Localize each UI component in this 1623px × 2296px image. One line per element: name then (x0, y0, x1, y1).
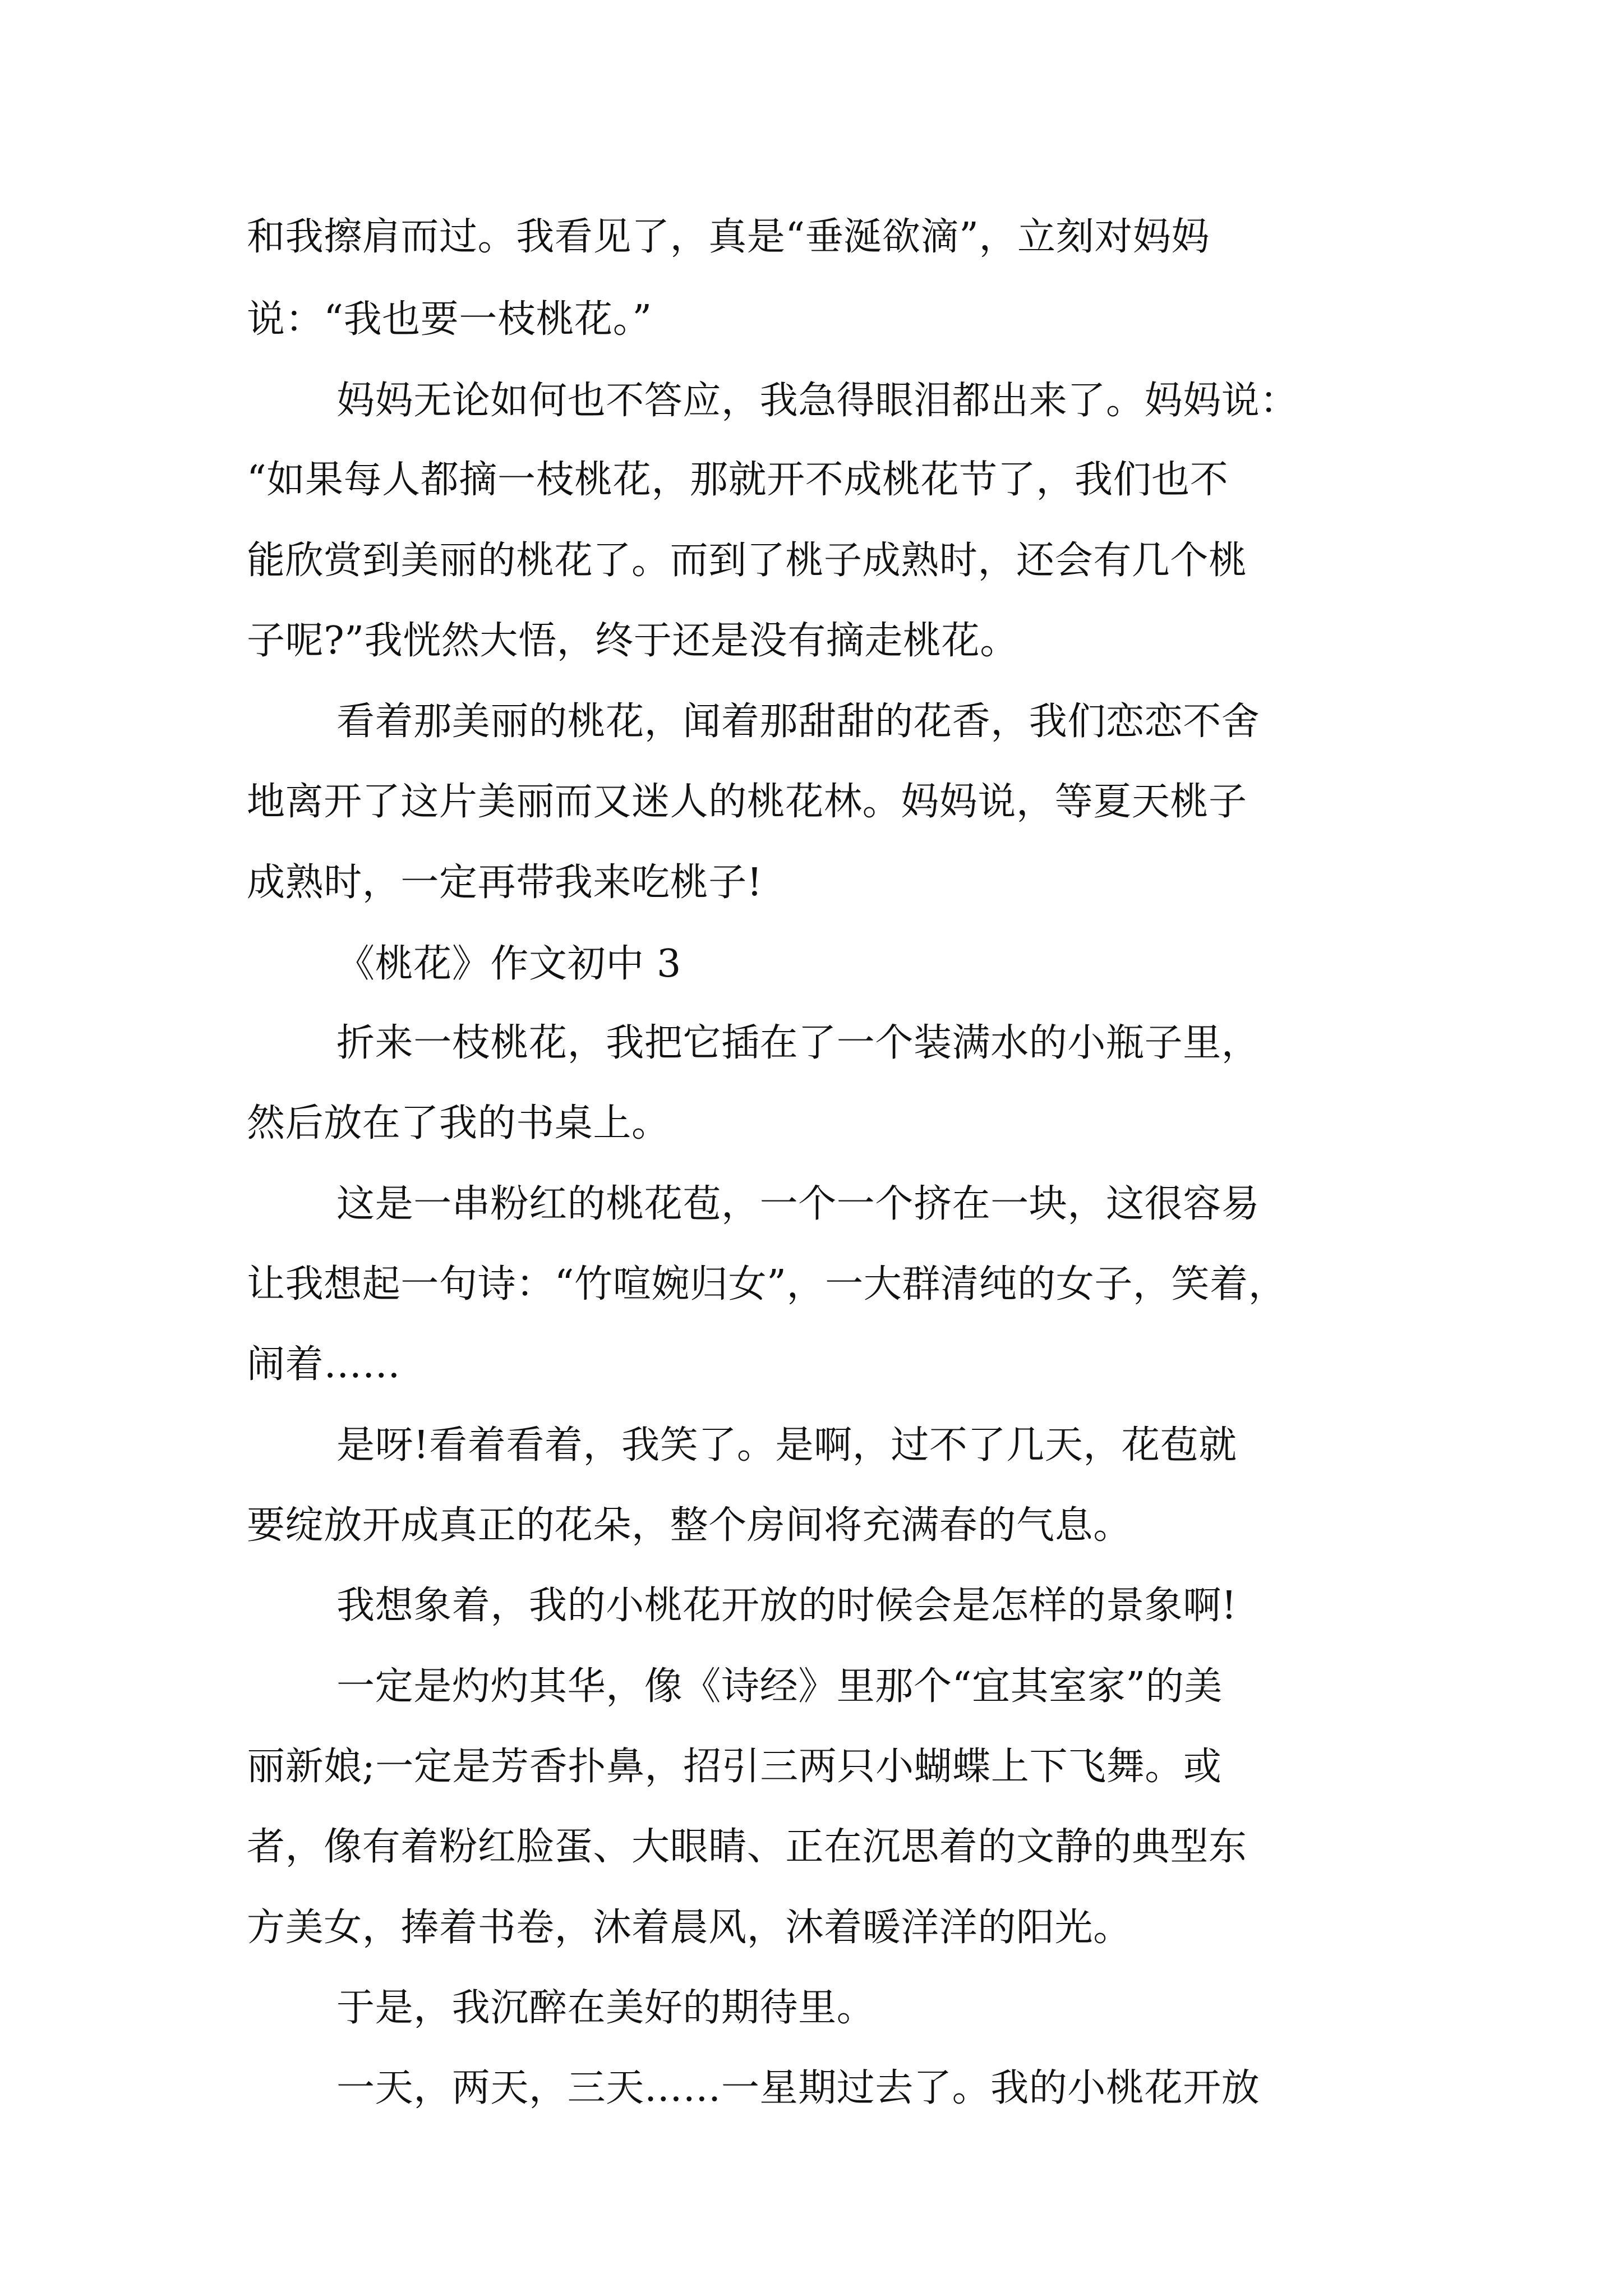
section-heading: 《桃花》作文初中 3 (336, 942, 681, 986)
text-line: 丽新娘;一定是芳香扑鼻，招引三两只小蝴蝶上下飞舞。或 (247, 1745, 1222, 1789)
text-line: 于是，我沉醉在美好的期待里。 (336, 1986, 875, 2030)
text-line: 能欣赏到美丽的桃花了。而到了桃子成熟时，还会有几个桃 (247, 539, 1247, 583)
text-line: 地离开了这片美丽而又迷人的桃花林。妈妈说，等夏天桃子 (247, 780, 1247, 824)
text-line: 成熟时，一定再带我来吃桃子! (247, 861, 763, 905)
text-line: 闹着…… (247, 1342, 401, 1387)
text-line: 方美女，捧着书卷，沐着晨风，沐着暖洋洋的阳光。 (247, 1906, 1132, 1950)
text-line: 要绽放开成真正的花朵，整个房间将充满春的气息。 (247, 1503, 1132, 1548)
text-line: 是呀!看着看着，我笑了。是啊，过不了几天，花苞就 (336, 1423, 1237, 1467)
text-line: 说：“我也要一枝桃花。” (247, 297, 652, 342)
text-line: 然后放在了我的书桌上。 (247, 1101, 670, 1145)
text-line: 这是一串粉红的桃花苞，一个一个挤在一块，这很容易 (336, 1182, 1260, 1226)
text-line: 子呢?”我恍然大悟，终于还是没有摘走桃花。 (247, 619, 1018, 663)
text-line: “如果每人都摘一枝桃花，那就开不成桃花节了，我们也不 (247, 458, 1229, 502)
text-line: 一定是灼灼其华，像《诗经》里那个“宜其室家”的美 (336, 1664, 1223, 1709)
text-line: 折来一枝桃花，我把它插在了一个装满水的小瓶子里， (336, 1021, 1260, 1065)
text-line: 和我擦肩而过。我看见了，真是“垂涎欲滴”，立刻对妈妈 (247, 215, 1210, 259)
text-line: 看着那美丽的桃花，闻着那甜甜的花香，我们恋恋不舍 (336, 700, 1260, 744)
text-line: 妈妈无论如何也不答应，我急得眼泪都出来了。妈妈说： (336, 379, 1299, 423)
text-line: 让我想起一句诗：“竹喧婉归女”，一大群清纯的女子，笑着， (247, 1262, 1287, 1306)
text-line: 者，像有着粉红脸蛋、大眼睛、正在沉思着的文静的典型东 (247, 1825, 1247, 1869)
text-line: 一天，两天，三天……一星期过去了。我的小桃花开放 (336, 2066, 1260, 2110)
text-line: 我想象着，我的小桃花开放的时候会是怎样的景象啊! (336, 1584, 1237, 1628)
